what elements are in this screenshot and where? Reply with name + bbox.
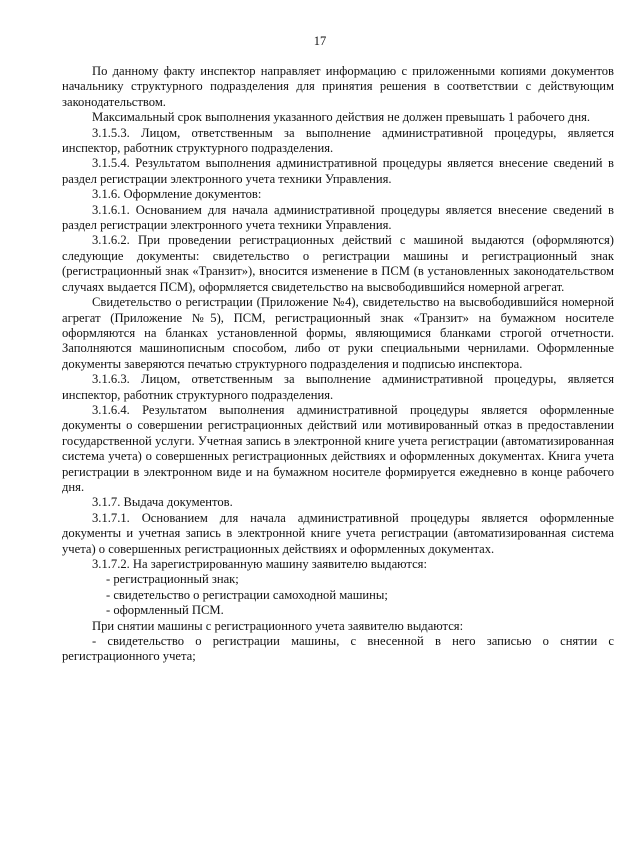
paragraph-max-term: Максимальный срок выполнения указанного действия не должен превышать 1 рабочего дня. <box>92 110 591 125</box>
paragraph-3-1-7-1: 3.1.7.1. Основанием для начала административной процедуры является оформленные документы и учетная запись в электронной книге учета регистрации (автоматизированная система учета) о совершенных регистрационных действиях и оформленных документах. <box>62 510 614 556</box>
paragraph-3-1-6-3: 3.1.6.3. Лицом, ответственным за выполнение административной процедуры, является инспектор, работник структурного подразделения. <box>62 372 614 402</box>
list-item: - регистрационный знак; <box>106 572 239 587</box>
paragraph-certificate-forms: Свидетельство о регистрации (Приложение №4), свидетельство на высвободившийся номерной агрегат (Приложение №5), ПСМ, регистрационный знак «Транзит» на бумажном носителе оформляются на бланках установленной формы, являющимися бланками строгой отчетности. Заполняются машинописным способом, либо от руки специальными чернилами. Оформленные документы заверяются печатью структурного подразделения и подписью инспектора. <box>62 295 614 371</box>
list-item: - свидетельство о регистрации самоходной машины; <box>106 587 388 602</box>
paragraph-3-1-6-1: 3.1.6.1. Основанием для начала административной процедуры является внесение сведений в раздел регистрации электронного учета техники Управления. <box>62 202 614 233</box>
list-item: - оформленный ПСМ. <box>106 603 224 618</box>
page-number: 17 <box>313 34 327 48</box>
paragraph-3-1-6-4: 3.1.6.4. Результатом выполнения административной процедуры является оформленные документы о совершении регистрационных действий или мотивированный отказ в предоставлении государственной услуги. Учетная запись в электронной книге учета регистрации (автоматизированная система учета) о совершенных регистрационных действиях и оформленных документах. Книга учета регистрации в электронном виде и на бумажном носителе формируется ежедневно в конце рабочего дня. <box>62 402 614 494</box>
document-body <box>62 64 614 665</box>
list-item: - свидетельство о регистрации машины, с внесенной в него записью о снятии с регистрационного учета; <box>62 634 614 664</box>
paragraph-3-1-7-2: 3.1.7.2. На зарегистрированную машину заявителю выдаются: <box>92 557 427 571</box>
paragraph-3-1-5-3: 3.1.5.3. Лицом, ответственным за выполнение административной процедуры, является инспектор, работник структурного подразделения. <box>62 125 614 156</box>
paragraph-3-1-6-2: 3.1.6.2. При проведении регистрационных действий с машиной выдаются (оформляются) следующие документы: свидетельство о регистрации машины и регистрационный знак (регистрационный знак «Транзит»), вносится изменение в ПСМ (в установленных законодательством случаях выдается ПСМ), оформляется свидетельство на высвободившийся номерной агрегат. <box>62 233 614 294</box>
paragraph-fact-information: По данному факту инспектор направляет информацию с приложенными копиями документов начальнику структурного подразделения для принятия решения в соответствии с действующим законодательством. <box>62 64 614 109</box>
section-heading-3-1-7: 3.1.7. Выдача документов. <box>92 495 233 510</box>
paragraph-deregistration-intro: При снятии машины с регистрационного учета заявителю выдаются: <box>92 618 464 633</box>
section-heading-3-1-6: 3.1.6. Оформление документов: <box>92 187 262 202</box>
paragraph-3-1-5-4: 3.1.5.4. Результатом выполнения административной процедуры является внесение сведений в раздел регистрации электронного учета техники Управления. <box>62 156 614 186</box>
